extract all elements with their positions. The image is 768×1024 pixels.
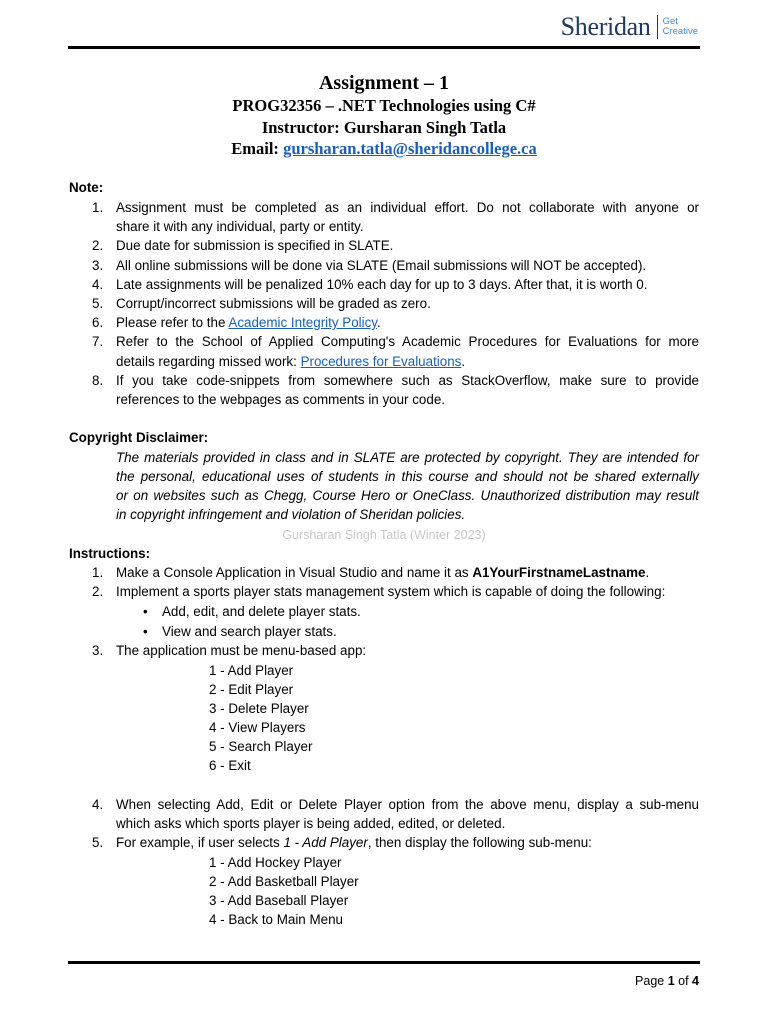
submenu-option: 2 - Add Basketball Player bbox=[209, 874, 359, 889]
assignment-title: Assignment – 1 bbox=[318, 72, 449, 94]
menu-option: 5 - Search Player bbox=[209, 739, 313, 754]
watermark: Gursharan Singh Tatla (Winter 2023) bbox=[282, 528, 486, 542]
menu-option: 1 - Add Player bbox=[209, 663, 294, 678]
instructor-email-line: Email: gursharan.tatla@sheridancollege.ca bbox=[231, 139, 537, 158]
logo-wordmark: Sheridan bbox=[560, 12, 651, 41]
submenu-option: 1 - Add Hockey Player bbox=[209, 855, 342, 870]
email-link[interactable]: gursharan.tatla@sheridancollege.ca bbox=[283, 139, 537, 158]
footer-rule bbox=[68, 961, 700, 964]
logo-divider bbox=[657, 15, 658, 39]
menu-option: 3 - Delete Player bbox=[209, 701, 309, 716]
page-number: Page 1 of 4 bbox=[635, 974, 699, 988]
copyright-heading: Copyright Disclaimer: bbox=[69, 430, 209, 445]
note-heading: Note: bbox=[69, 180, 104, 195]
header-rule bbox=[68, 46, 700, 49]
procedures-evaluations-link[interactable]: Procedures for Evaluations bbox=[300, 354, 462, 369]
logo-tagline: Get Creative bbox=[662, 16, 698, 37]
menu-option: 6 - Exit bbox=[209, 758, 251, 773]
submenu-option: 3 - Add Baseball Player bbox=[209, 893, 349, 908]
menu-option: 2 - Edit Player bbox=[209, 682, 294, 697]
instructions-heading: Instructions: bbox=[69, 546, 151, 561]
course-title: PROG32356 – .NET Technologies using C# bbox=[232, 96, 536, 115]
menu-option: 4 - View Players bbox=[209, 720, 306, 735]
sheridan-logo bbox=[561, 12, 698, 42]
instructor-name: Instructor: Gursharan Singh Tatla bbox=[261, 118, 507, 137]
academic-integrity-link[interactable]: Academic Integrity Policy bbox=[228, 315, 377, 330]
submenu-option: 4 - Back to Main Menu bbox=[209, 912, 343, 927]
